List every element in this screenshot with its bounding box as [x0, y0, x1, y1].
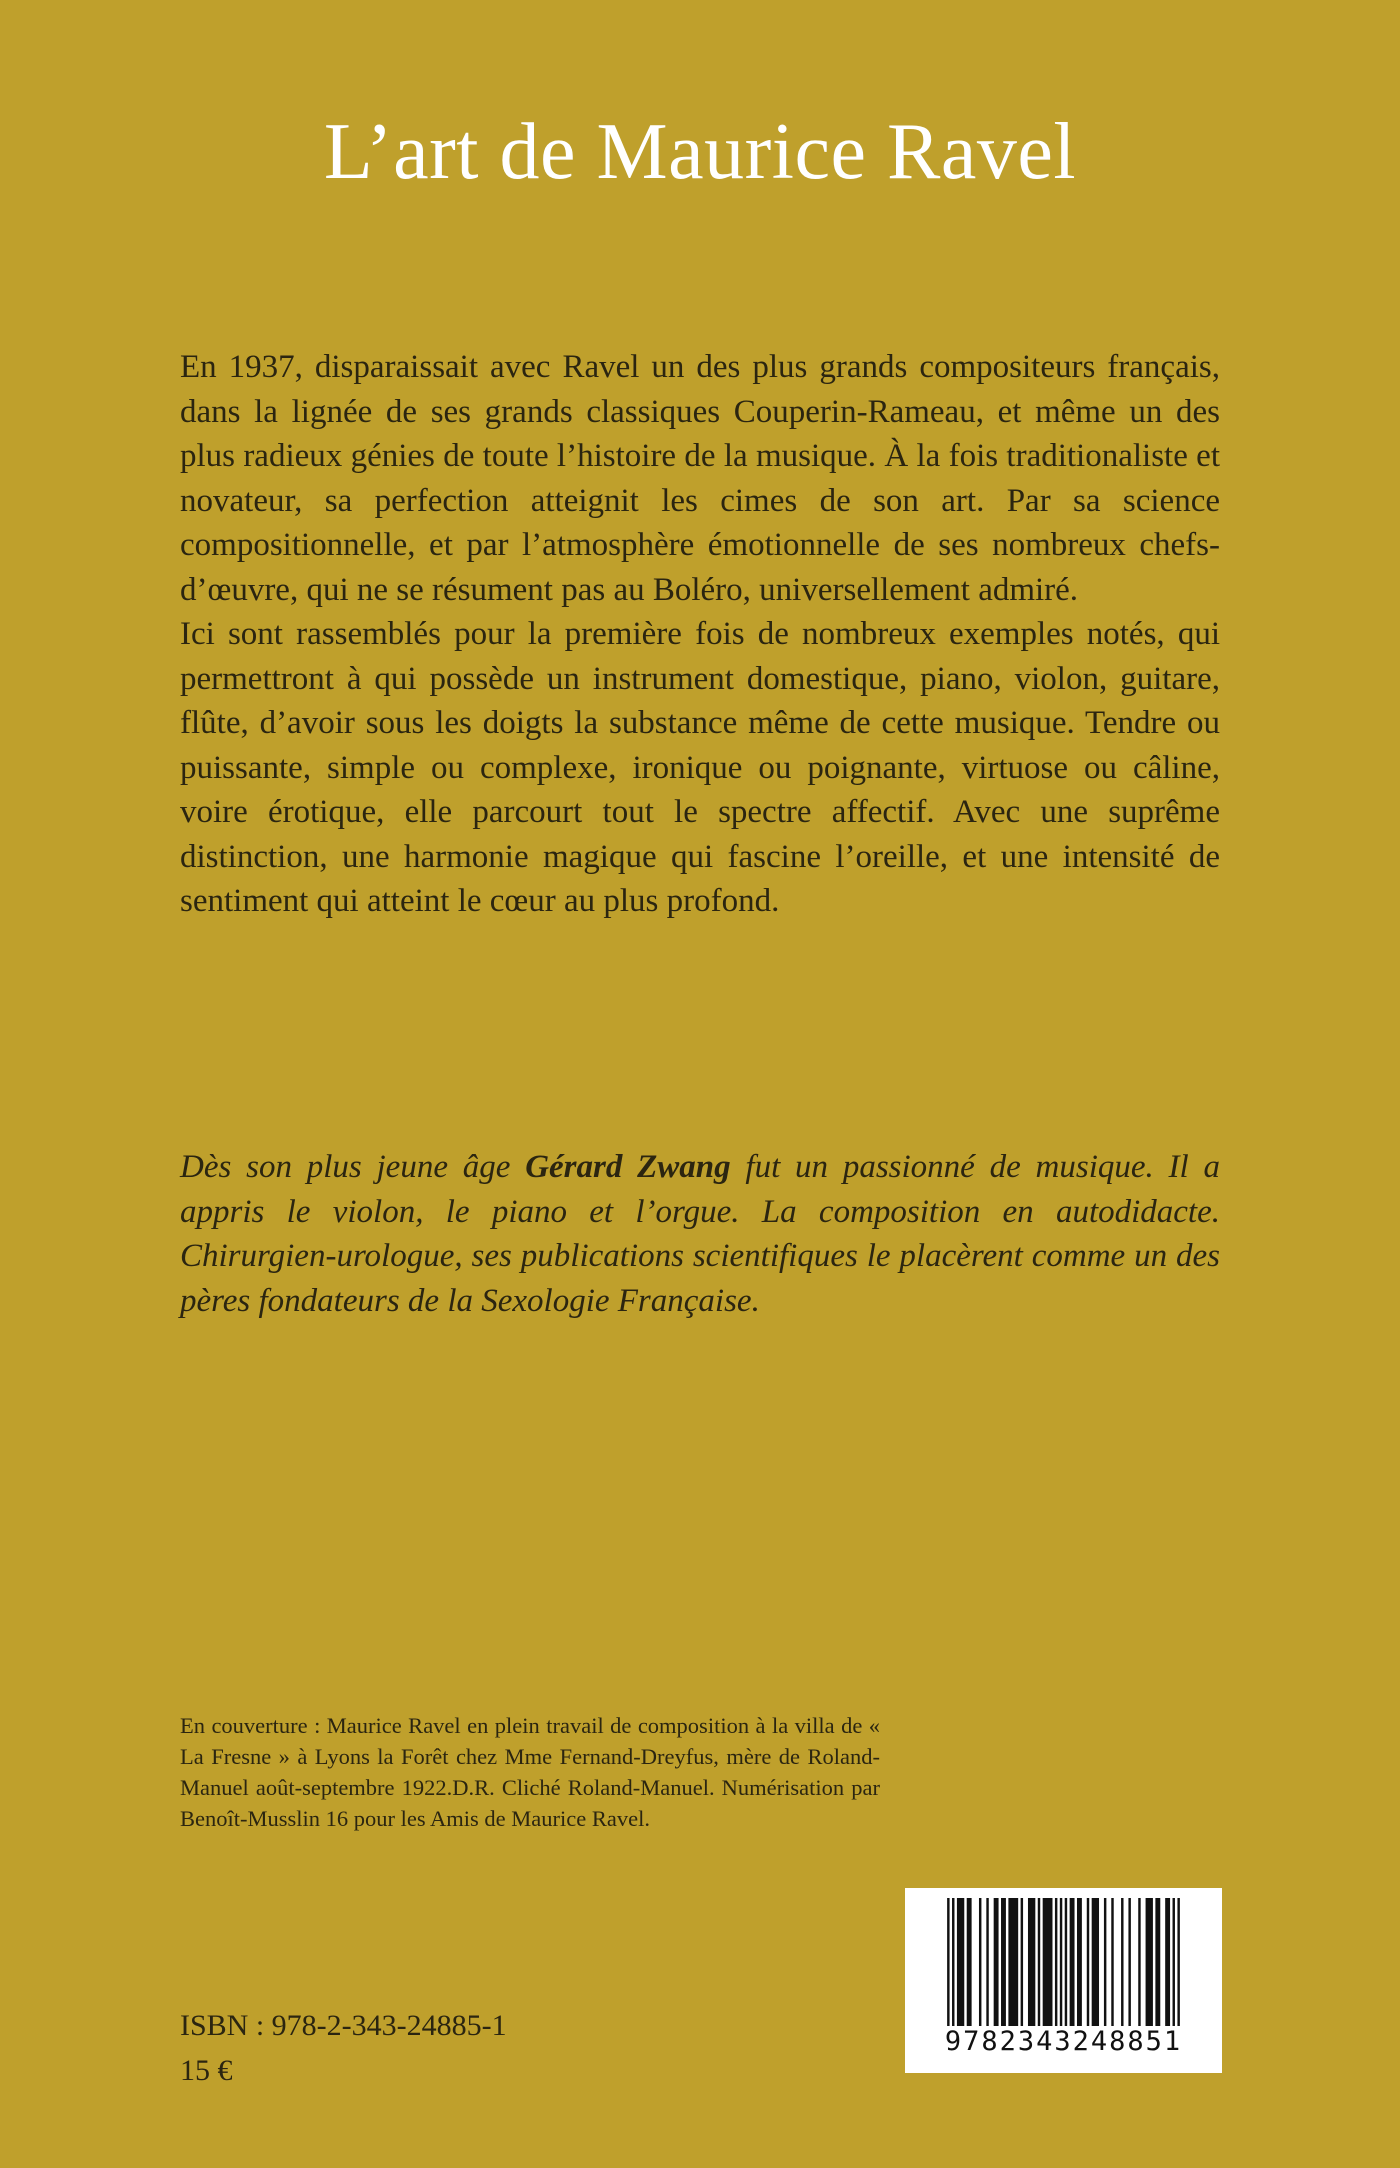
barcode-bar-18 [1087, 1898, 1089, 2026]
barcode-bar-27 [1165, 1898, 1170, 2026]
barcode-bar-19 [1092, 1898, 1099, 2026]
barcode-bar-14 [1060, 1898, 1062, 2026]
blurb-paragraph-1: En 1937, disparaissait avec Ravel un des plus grands compositeurs français, dans la lignée de ses grands classiques Couperin-Rameau, et même un des plus radieux génies de toute l’histoire de la musique. À la fois traditionaliste et novateur, sa perfection atteignit les cimes de son art. Par sa science compositionnelle, et par l’atmosphère émotionnelle de ses nombreux chefs-d’œuvre, qui ne se résument pas au Boléro, universellement admiré. [180, 349, 1220, 608]
barcode-bar-25 [1146, 1898, 1153, 2026]
barcode-bar-12 [1043, 1898, 1053, 2026]
author-bio [180, 1145, 1220, 1323]
barcode-bar-3 [967, 1898, 972, 2026]
barcode-bar-7 [1001, 1898, 1006, 2026]
barcode-bar-23 [1128, 1898, 1130, 2026]
book-blurb [180, 345, 1220, 924]
barcode-bar-6 [994, 1898, 999, 2026]
barcode-bar-15 [1065, 1898, 1067, 2026]
author-bio-rest: fut un passionné de musique. Il a appris le violon, le piano et l’orgue. La composition en autodidacte. Chirurgien-urologue, ses publications scientifiques le placèrent comme un des pères fondateurs de la Sexologie Française. [180, 1149, 1220, 1319]
barcode-bar-1 [952, 1898, 954, 2026]
barcode-bar-24 [1138, 1898, 1140, 2026]
barcode-bar-28 [1173, 1898, 1175, 2026]
barcode-bar-21 [1111, 1898, 1113, 2026]
barcode-bar-17 [1077, 1898, 1082, 2026]
price-text: 15 € [180, 2054, 233, 2087]
barcode-bar-4 [979, 1898, 981, 2026]
barcode-bar-29 [1177, 1898, 1179, 2026]
barcode-bar-9 [1021, 1898, 1023, 2026]
barcode-bar-5 [986, 1898, 988, 2026]
barcode-bar-13 [1055, 1898, 1057, 2026]
author-name: Gérard Zwang [525, 1149, 731, 1185]
blurb-paragraph-2: Ici sont rassemblés pour la première fois de nombreux exemples notés, qui permettront à qui possède un instrument domestique, piano, violon, guitare, flûte, d’avoir sous les doigts la substance même de cette musique. Tendre ou puissante, simple ou complexe, ironique ou poignante, virtuose ou câline, voire érotique, elle parcourt tout le spectre affectif. Avec une suprême distinction, une harmonie magique qui fascine l’oreille, et une intensité de sentiment qui atteint le cœur au plus profond. [180, 616, 1220, 919]
barcode-bar-8 [1008, 1898, 1018, 2026]
barcode-bar-22 [1121, 1898, 1123, 2026]
barcode-bar-0 [947, 1898, 949, 2026]
cover-credits: En couverture : Maurice Ravel en plein travail de composition à la villa de « La Fresne » à Lyons la Forêt chez Mme Fernand-Dreyfus, mère de Roland-Manuel août-septembre 1922.D.R. Cliché Roland-Manuel. Numérisation par Benoît-Musslin 16 pour les Amis de Maurice Ravel. [180, 1713, 880, 1831]
barcode-bar-11 [1038, 1898, 1040, 2026]
book-title: L’art de Maurice Ravel [323, 108, 1077, 196]
author-bio-intro: Dès son plus jeune âge [180, 1149, 526, 1185]
barcode [905, 1888, 1222, 2073]
barcode-digits: 9782343248851 [944, 2026, 1183, 2057]
isbn-text: ISBN : 978-2-343-24885-1 [180, 2009, 507, 2042]
barcode-bar-16 [1070, 1898, 1075, 2026]
barcode-bar-26 [1155, 1898, 1160, 2026]
barcode-bar-10 [1028, 1898, 1035, 2026]
barcode-bar-20 [1104, 1898, 1106, 2026]
barcode-bar-2 [957, 1898, 964, 2026]
